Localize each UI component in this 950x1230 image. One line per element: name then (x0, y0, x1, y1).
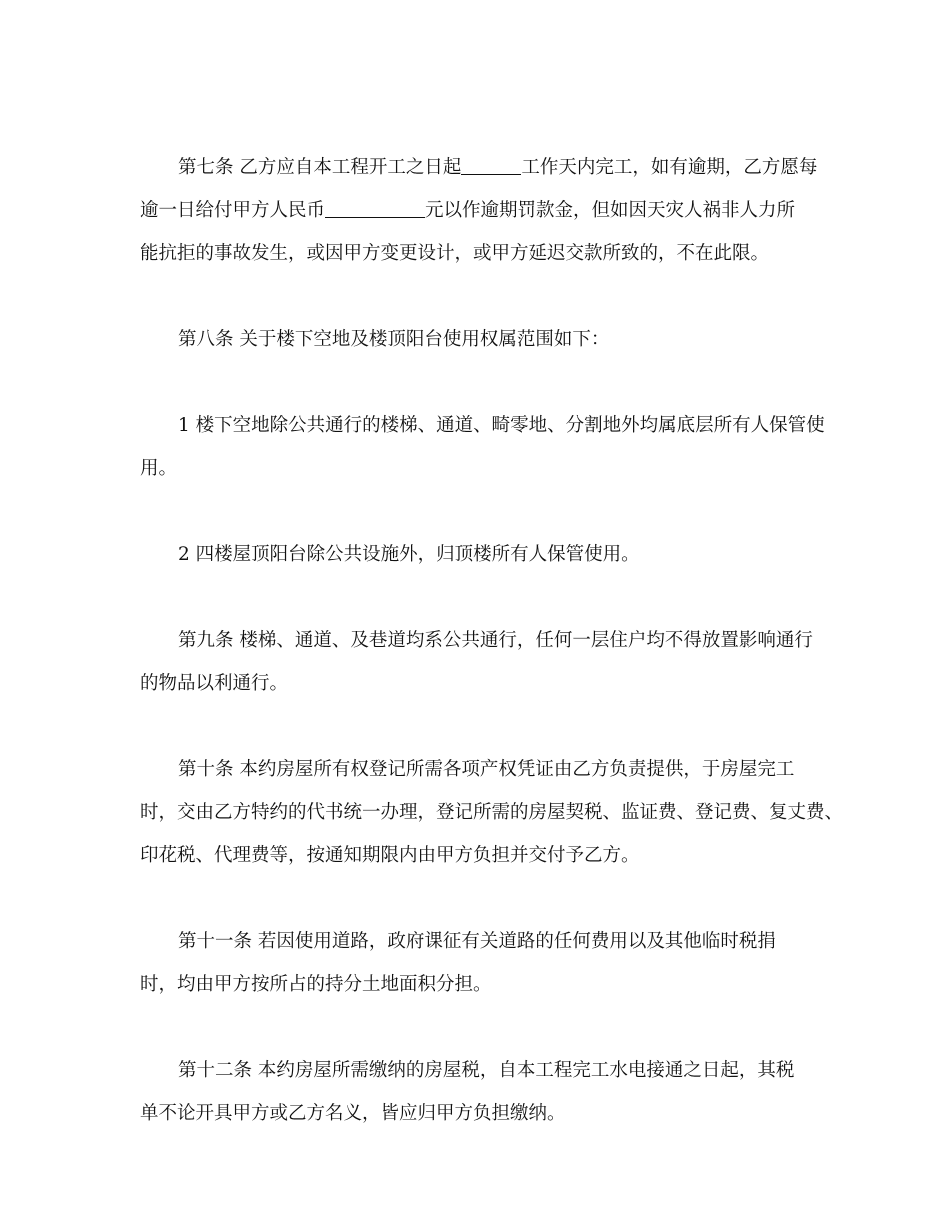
article-8-item-2: 2 四楼屋顶阳台除公共设施外，归顶楼所有人保管使用。 (178, 544, 640, 565)
blank-days-field (461, 154, 521, 175)
article-9: 第九条 楼梯、通道、及巷道均系公共通行，任何一层住户均不得放置影响通行 的物品以利通行。 (140, 630, 813, 694)
blank-amount-field (325, 197, 425, 218)
document-page (140, 146, 844, 1178)
article-12: 第十二条 本约房屋所需缴纳的房屋税，自本工程完工水电接通之日起，其税 单不论开具甲方或乙方名义，皆应归甲方负担缴纳。 (140, 1060, 795, 1124)
article-7: 第七条 乙方应自本工程开工之日起 工作天内完工，如有逾期，乙方愿每 逾一日给付甲方人民币 元以作逾期罚款金，但如因天灾人祸非人力所 能抗拒的事故发生，或因甲方变更设计，或甲方延迟交款所致的，不在此限。 (140, 146, 820, 275)
article-8-item-1: 1 楼下空地除公共通行的楼梯、通道、畸零地、分割地外均属底层所有人保管使 用。 (140, 415, 825, 479)
article-11: 第十一条 若因使用道路，政府课征有关道路的任何费用以及其他临时税捐 时，均由甲方按所占的持分土地面积分担。 (140, 931, 776, 995)
article-8: 第八条 关于楼下空地及楼顶阳台使用权属范围如下： (178, 329, 610, 350)
article-10: 第十条 本约房屋所有权登记所需各项产权凭证由乙方负责提供，于房屋完工 时，交由乙方特约的代书统一办理，登记所需的房屋契税、监证费、登记费、复丈费、 印花税、代理费等，按通知期限内由甲方负担并交付予乙方。 (140, 759, 844, 866)
